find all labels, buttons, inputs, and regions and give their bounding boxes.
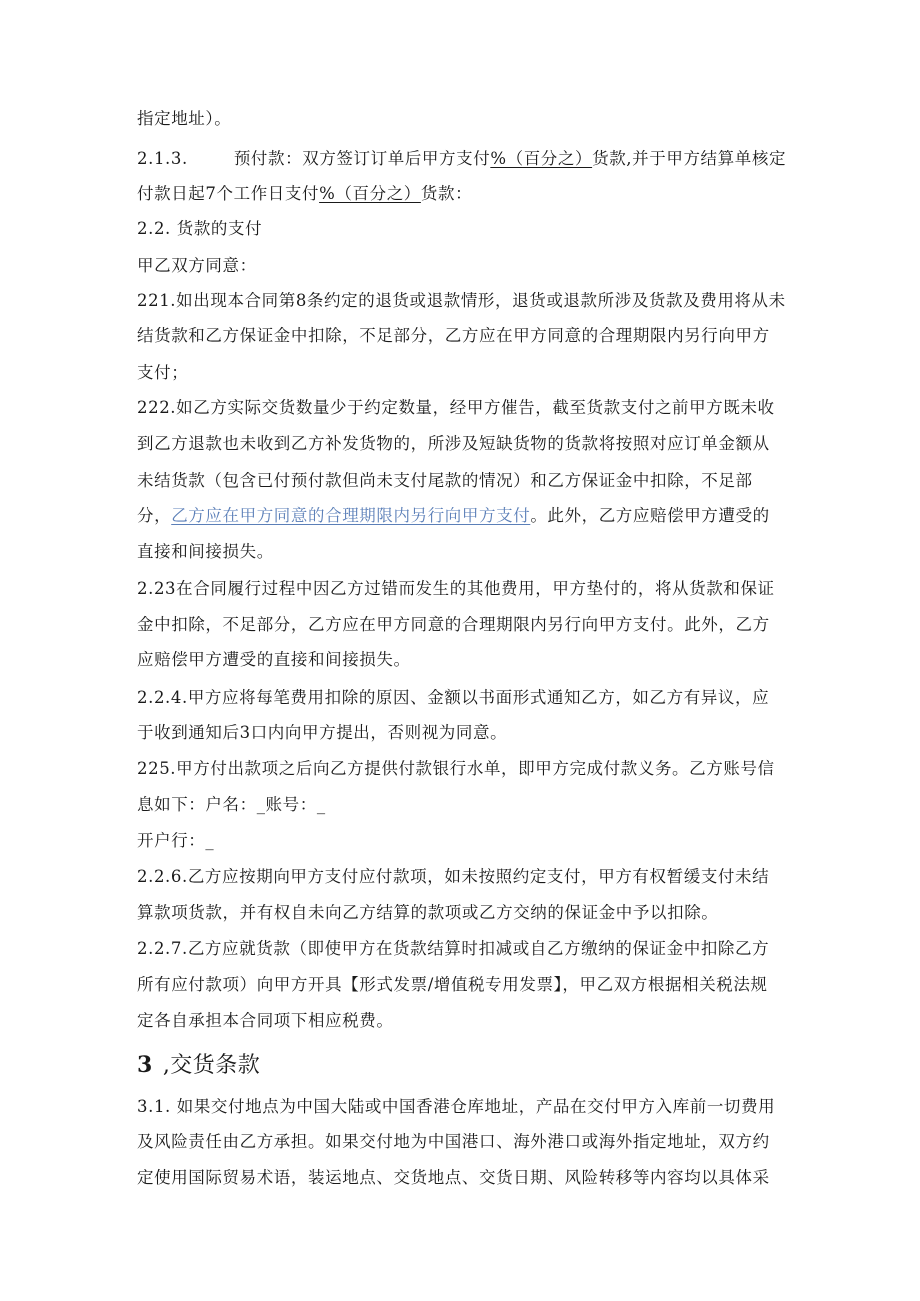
text: 指定地址）。 bbox=[137, 109, 232, 128]
text: 直接和间接损失。 bbox=[137, 542, 274, 561]
text: 预付款：双方签订订单后甲方支付 bbox=[233, 149, 491, 168]
text: 2.23在合同履行过程中因乙方过错而发生的其他费用，甲方垫付的，将从货款和保证 bbox=[137, 579, 775, 598]
text: 于收到通知后3口内向甲方提出，否则视为同意。 bbox=[137, 723, 508, 742]
text: 息如下：户名：_账号：_ bbox=[137, 795, 326, 814]
text: 2.2. 货款的支付 bbox=[137, 219, 263, 238]
text-line bbox=[137, 470, 753, 492]
blank-percent: %（百分之） bbox=[490, 149, 593, 168]
text-line bbox=[137, 255, 257, 277]
text: 222.如乙方实际交货数量少于约定数量，经甲方催告，截至货款支付之前甲方既未收 bbox=[137, 398, 775, 417]
text: 2.2.4.甲方应将每笔费用扣除的原因、金额以书面形式通知乙方，如乙方有异议，应 bbox=[137, 688, 770, 707]
text: 算款项货款，并有权自未向乙方结算的款项或乙方交纳的保证金中予以扣除。 bbox=[137, 903, 719, 922]
text: 2.2.6.乙方应按期向甲方支付应付款项，如未按照约定支付，甲方有权暂缓支付未结 bbox=[137, 867, 770, 886]
text: 甲乙双方同意： bbox=[137, 256, 257, 275]
text-line bbox=[137, 433, 770, 455]
text: 货款,并于甲方结算单核定 bbox=[592, 149, 787, 168]
text: 结货款和乙方保证金中扣除，不足部分，乙方应在甲方同意的合理期限内另行向甲方 bbox=[137, 326, 770, 345]
text-line bbox=[137, 397, 775, 419]
section-heading-text: ,交货条款 bbox=[162, 1053, 261, 1078]
text: 定使用国际贸易术语，装运地点、交货地点、交货日期、风险转移等内容均以具体采 bbox=[137, 1168, 770, 1187]
text-line bbox=[137, 649, 411, 671]
text: 货款： bbox=[420, 184, 473, 203]
text-line bbox=[137, 687, 769, 709]
section-title bbox=[137, 218, 262, 240]
text-line bbox=[137, 866, 769, 888]
text-line bbox=[137, 505, 770, 527]
text-line bbox=[137, 362, 188, 384]
hyperlink-text[interactable]: 乙方应在甲方同意的合理期限内另行向甲方支付 bbox=[171, 506, 531, 525]
text: 未结货款（包含已付预付款但尚未支付尾款的情况）和乙方保证金中扣除，不足部 bbox=[137, 471, 753, 490]
text-line bbox=[137, 938, 769, 960]
text-line bbox=[137, 974, 768, 996]
text-line bbox=[137, 1096, 775, 1118]
text: 付款日起7个工作日支付 bbox=[137, 184, 320, 203]
text: 及风险责任由乙方承担。如果交付地为中国港口、海外港口或海外指定地址，双方约 bbox=[137, 1132, 770, 1151]
text-line bbox=[137, 183, 472, 205]
section-heading bbox=[137, 1051, 260, 1080]
text-line bbox=[137, 614, 770, 636]
blank-percent: %（百分之） bbox=[319, 184, 421, 203]
text: 225.甲方付出款项之后向乙方提供付款银行水单，即甲方完成付款义务。乙方账号信 bbox=[137, 759, 775, 778]
text-line bbox=[137, 758, 775, 780]
text-line bbox=[137, 830, 214, 852]
text: 定各自承担本合同项下相应税费。 bbox=[137, 1011, 394, 1030]
text: 开户行：_ bbox=[137, 831, 215, 850]
text: 分， bbox=[137, 506, 172, 525]
text-line bbox=[137, 541, 274, 563]
text-line bbox=[137, 1167, 770, 1189]
text-line bbox=[137, 1131, 770, 1153]
text-line bbox=[137, 902, 718, 924]
clause-number: 2.1.3. bbox=[137, 149, 188, 168]
text: 。此外，乙方应赔偿甲方遭受的 bbox=[530, 506, 770, 525]
text: 到乙方退款也未收到乙方补发货物的，所涉及短缺货物的货款将按照对应订单金额从 bbox=[137, 434, 770, 453]
text-line bbox=[137, 290, 786, 312]
text-line bbox=[137, 1010, 394, 1032]
text: 应赔偿甲方遭受的直接和间接损失。 bbox=[137, 650, 411, 669]
text: 2.2.7.乙方应就货款（即使甲方在货款结算时扣减或自乙方缴纳的保证金中扣除乙方 bbox=[137, 939, 770, 958]
text-line bbox=[137, 108, 231, 130]
text: 支付； bbox=[137, 363, 189, 382]
clause-2-1-3-line bbox=[137, 148, 786, 170]
section-number: 3 bbox=[137, 1052, 153, 1078]
text: 所有应付款项）向甲方开具【形式发票/增值税专用发票】，甲乙双方根据相关税法规 bbox=[137, 975, 768, 994]
text: 221.如出现本合同第8条约定的退货或退款情形，退货或退款所涉及货款及费用将从未 bbox=[137, 291, 786, 310]
text-line bbox=[137, 722, 507, 744]
text-line bbox=[137, 794, 326, 816]
text: 3.1. 如果交付地点为中国大陆或中国香港仓库地址，产品在交付甲方入库前一切费用 bbox=[137, 1097, 776, 1116]
text: 金中扣除，不足部分，乙方应在甲方同意的合理期限内另行向甲方支付。此外，乙方 bbox=[137, 615, 770, 634]
text-line bbox=[137, 578, 775, 600]
text-line bbox=[137, 325, 770, 347]
